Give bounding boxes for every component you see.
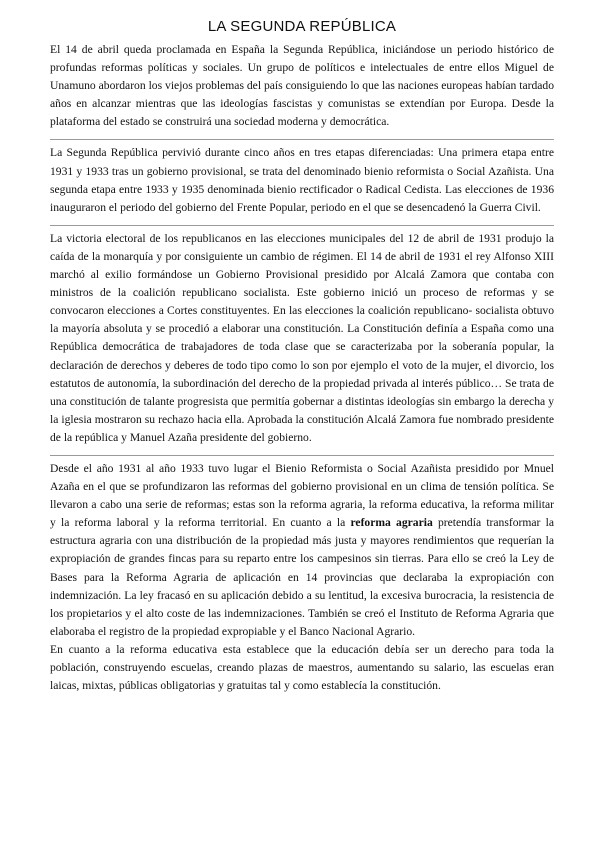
constitution-paragraph: La victoria electoral de los republicanos en las elecciones municipales del 12 de abril de 1931 produjo la caída de la monarquía y por consiguiente un cambio de régimen. El 14 de abril de 1931 el rey Alfonso XIII marchó al exilio formándose un Gobierno Provisional presidido por Alcalá Zamora que contaba con ministros de la coalición republicano socialista. Este gobierno inició un proceso de reformas y se convocaron elecciones a Cortes constituyentes. En las elecciones la coalición republicano- socialista obtuvo la mayoría absoluta y se procedió a elaborar una constitución. La Constitución definía a España como una República democrática de trabajadores de toda clase que se caracterizaba por la soberanía popular, la declaración de derechos y deberes de todo tipo como lo son por ejemplo el voto de la mujer, el divorcio, los estatutos de autonomía, la subordinación del derecho de la propiedad privada al interés público… Se trata de una constitución de talante progresista que permitía gobernar a distintas ideologías sin embargo la derecha y la iglesia mostraron su rechazo hacia ella. Aprobada la constitución Alcalá Zamora fue nombrado presidente de la república y Manuel Azaña presidente del gobierno. <box>50 231 554 444</box>
section-divider <box>50 139 554 140</box>
section-divider <box>50 455 554 456</box>
stages-paragraph: La Segunda República pervivió durante cinco años en tres etapas diferenciadas: Una primera etapa entre 1931 y 1933 tras un gobierno provisional, se trata del denominado bienio reformista o Social Azañista. Una segunda etapa entre 1933 y 1935 denominada bienio rectificador o Radical Cedista. Las elecciones de 1936 inauguraron el periodo del gobierno del Frente Popular, periodo en el que se desencadenó la Guerra Civil. <box>50 146 554 214</box>
biennium-text-start: Desde el año 1931 al año 1933 tuvo lugar el Bienio Reformista o Social Azañista presidido por Mnuel Azaña en el que se profundizaron las reformas del gobierno provisional en un clima de tensión política. Se llevaron a cabo una serie de reformas; estas son la reforma agraria, la reforma educativa, la reforma militar y la reforma laboral y la reforma territorial. En cuanto a la <box>50 461 554 530</box>
document-page <box>50 18 554 695</box>
biennium-text-end: pretendía transformar la estructura agraria con una distribución de la propiedad más justa y mayores rendimientos que requerían la expropiación de grandes fincas para su reparto entre los campesinos sin tierras. Para ello se creó la Ley de Bases para la Reforma Agraria de aplicación en 14 provincias que declaraba la expropiación con indemnización. La ley fracasó en su aplicación debido a su lentitud, la excesiva burocracia, la resistencia de los propietarios y el alto coste de las indemnizaciones. También se creó el Instituto de Reforma Agraria que elaboraba el registro de la propiedad expropiable y el Banco Nacional Agrario. <box>50 516 554 638</box>
section-divider <box>50 225 554 226</box>
agrarian-reform-term: reforma agraria <box>350 516 433 530</box>
education-reform-paragraph: En cuanto a la reforma educativa esta establece que la educación debía ser un derecho para toda la población, construyendo escuelas, creando plazas de maestros, aumentando su salario, las escuelas eran laicas, mixtas, públicas obligatorias y gratuitas tal y como establecía la constitución. <box>50 642 554 693</box>
document-title: LA SEGUNDA REPÚBLICA <box>207 18 397 35</box>
reformist-biennium-paragraph <box>50 460 554 641</box>
intro-paragraph: El 14 de abril queda proclamada en España la Segunda República, iniciándose un periodo histórico de profundas reformas políticas y sociales. Un grupo de políticos e intelectuales de entre ellos Miguel de Unamuno abordaron los viejos problemas del país consiguiendo lo que las naciones europeas habían tardado años en alcanzar mientras que las ideologías fascistas y comunistas se extendían por Europa. Desde la plataforma del estado se construirá una sociedad moderna y democrática. <box>50 43 554 129</box>
